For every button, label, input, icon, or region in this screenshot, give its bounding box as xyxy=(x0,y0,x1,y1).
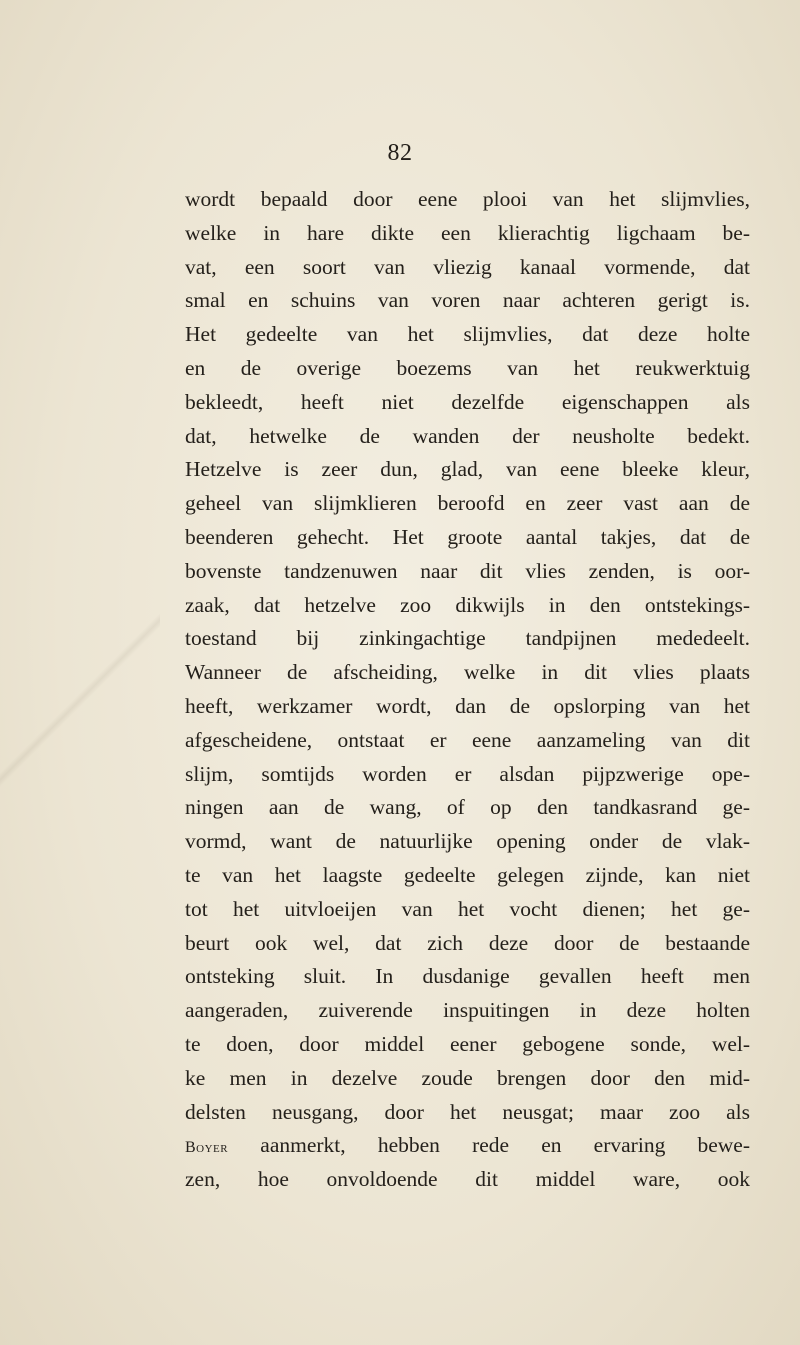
body-text xyxy=(185,183,750,1197)
text-line: afgescheidene, ontstaat er eene aanzameling van dit xyxy=(185,727,750,752)
text-line: aangeraden, zuiverende inspuitingen in deze holten xyxy=(185,998,750,1023)
text-line: en de overige boezems van het reukwerktuig xyxy=(185,355,750,380)
text-line: bovenste tandzenuwen naar dit vlies zenden, is oor- xyxy=(185,558,750,583)
text-line: ke men in dezelve zoude brengen door den mid- xyxy=(185,1065,750,1090)
text-line: Wanneer de afscheiding, welke in dit vlies plaats xyxy=(185,660,750,685)
text-line: Hetzelve is zeer dun, glad, van eene bleeke kleur, xyxy=(185,457,750,482)
text-line: beenderen gehecht. Het groote aantal takjes, dat de xyxy=(185,524,750,549)
text-line: vat, een soort van vliezig kanaal vormende, dat xyxy=(185,254,750,279)
paper-fold-shadow xyxy=(0,600,160,800)
text-line: tot het uitvloeijen van het vocht dienen; het ge- xyxy=(185,896,750,921)
text-line: slijm, somtijds worden er alsdan pijpzwerige ope- xyxy=(185,761,750,786)
text-line: zaak, dat hetzelve zoo dikwijls in den ontstekings- xyxy=(185,592,750,617)
text-line: heeft, werkzamer wordt, dan de opslorping van het xyxy=(185,693,750,718)
text-line-rest: aanmerkt, hebben rede en ervaring bewe- xyxy=(260,1133,750,1158)
page-number: 82 xyxy=(387,140,413,166)
text-line: welke in hare dikte een klierachtig ligchaam be- xyxy=(185,220,750,245)
text-line: geheel van slijmklieren beroofd en zeer vast aan de xyxy=(185,491,750,516)
text-line: toestand bij zinkingachtige tandpijnen mededeelt. xyxy=(185,626,750,651)
text-line xyxy=(185,1129,750,1163)
text-line: zen, hoe onvoldoende dit middel ware, ook xyxy=(185,1167,750,1192)
text-line: smal en schuins van voren naar achteren gerigt is. xyxy=(185,288,750,313)
text-line: Het gedeelte van het slijmvlies, dat deze holte xyxy=(185,322,750,347)
text-line: ningen aan de wang, of op den tandkasrand ge- xyxy=(185,795,750,820)
text-line: beurt ook wel, dat zich deze door de bestaande xyxy=(185,930,750,955)
text-line: dat, hetwelke de wanden der neusholte bedekt. xyxy=(185,423,750,448)
text-line: vormd, want de natuurlijke opening onder de vlak- xyxy=(185,829,750,854)
text-line: ontsteking sluit. In dusdanige gevallen heeft men xyxy=(185,964,750,989)
text-line: te doen, door middel eener gebogene sonde, wel- xyxy=(185,1031,750,1056)
text-line: te van het laagste gedeelte gelegen zijnde, kan niet xyxy=(185,862,750,887)
author-name-smallcaps: Boyer xyxy=(185,1139,229,1157)
text-line: bekleedt, heeft niet dezelfde eigenschappen als xyxy=(185,389,750,414)
text-line: delsten neusgang, door het neusgat; maar zoo als xyxy=(185,1099,750,1124)
text-line: wordt bepaald door eene plooi van het slijmvlies, xyxy=(185,187,750,211)
